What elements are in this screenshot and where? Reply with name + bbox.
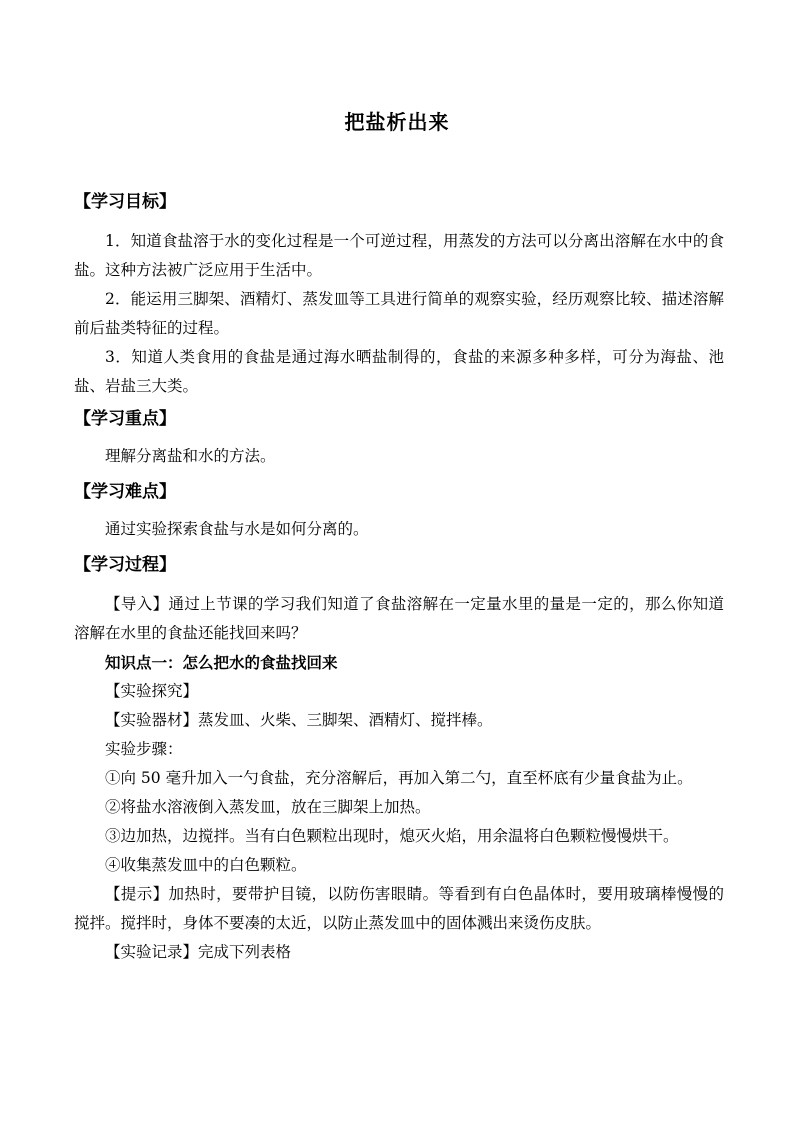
goal-item-3: 3．知道人类食用的食盐是通过海水晒盐制得的，食盐的来源多种多样，可分为海盐、池盐、岩盐三大类。 <box>74 348 724 395</box>
difficulty-heading: 【学习难点】 <box>74 482 176 502</box>
process-heading: 【学习过程】 <box>74 555 176 575</box>
goal-item-2: 2．能运用三脚架、酒精灯、蒸发皿等工具进行简单的观察实验，经历观察比较、描述溶解前后盐类特征的过程。 <box>74 290 724 337</box>
experiment-step-2: ②将盐水溶液倒入蒸发皿，放在三脚架上加热。 <box>105 798 431 816</box>
key-points-text: 理解分离盐和水的方法。 <box>105 447 276 465</box>
goals-heading: 【学习目标】 <box>74 192 176 212</box>
document-body <box>74 184 724 967</box>
experiment-steps-label: 实验步骤： <box>105 740 183 758</box>
experiment-explore-label: 【实验探究】 <box>105 682 199 700</box>
key-points-heading: 【学习重点】 <box>74 409 176 429</box>
experiment-materials: 【实验器材】蒸发皿、火柴、三脚架、酒精灯、搅拌棒。 <box>105 711 493 729</box>
experiment-step-1: ①向 50 毫升加入一勺食盐，充分溶解后，再加入第二勺，直至杯底有少量食盐为止。 <box>105 769 693 787</box>
intro-paragraph: 【导入】通过上节课的学习我们知道了食盐溶解在一定量水里的量是一定的，那么你知道溶解在水里的食盐还能找回来吗？ <box>74 595 724 642</box>
goal-item-1: 1．知道食盐溶于水的变化过程是一个可逆过程，用蒸发的方法可以分离出溶解在水中的食盐。这种方法被广泛应用于生活中。 <box>74 232 724 279</box>
experiment-step-4: ④收集蒸发皿中的白色颗粒。 <box>105 856 307 874</box>
knowledge-point-title: 知识点一：怎么把水的食盐找回来 <box>105 653 338 672</box>
experiment-step-3: ③边加热，边搅拌。当有白色颗粒出现时，熄灭火焰，用余温将白色颗粒慢慢烘干。 <box>105 827 679 845</box>
page-title: 把盐析出来 <box>344 110 450 134</box>
difficulty-text: 通过实验探索食盐与水是如何分离的。 <box>105 520 369 538</box>
safety-tip: 【提示】加热时，要带护目镜，以防伤害眼睛。等看到有白色晶体时，要用玻璃棒慢慢的搅拌。搅拌时，身体不要凑的太近，以防止蒸发皿中的固体溅出来烫伤皮肤。 <box>74 885 724 932</box>
experiment-record-label: 【实验记录】完成下列表格 <box>105 943 292 961</box>
